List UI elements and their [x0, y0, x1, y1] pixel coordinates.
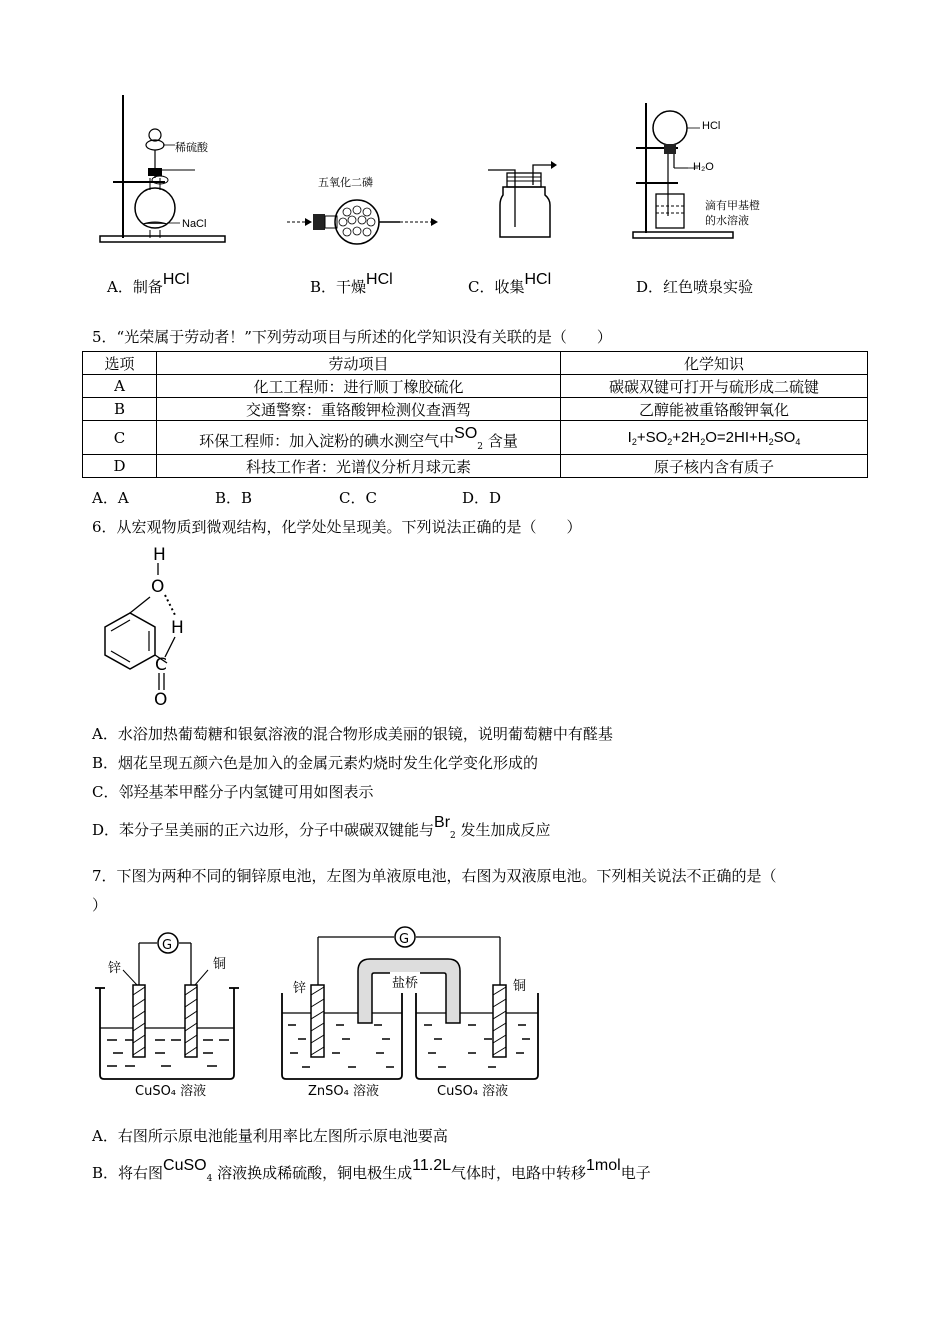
table-row: C 环保工程师：加入淀粉的碘水测空气中$SO_2$ 含量 $I_2+SO_2+2H_2O=2HI+H_2SO_4$	[83, 421, 868, 455]
q7-option-b[interactable]: B．将右图CuSO$_4$ 溶液换成稀硫酸，铜电极生成11.2L气体时，电路中转移1mol电子	[92, 1157, 651, 1184]
header-option: 选项	[83, 352, 157, 375]
q5-choice-b[interactable]: B．B	[215, 489, 253, 507]
q7-option-a[interactable]: A．右图所示原电池能量利用率比左图所示原电池要高	[92, 1127, 448, 1145]
apparatus-a-figure	[95, 90, 245, 250]
h2o-label: H₂O	[693, 161, 714, 173]
single-liquid-cell-figure	[95, 925, 245, 1100]
apparatus-b-figure	[285, 190, 445, 250]
o-top-atom: O	[151, 577, 165, 597]
equation-cell: $I_2+SO_2+2H_2O=2HI+H_2SO_4$	[561, 421, 868, 455]
galvanometer-left-label: G	[162, 938, 173, 953]
p2o5-label: 五氧化二磷	[318, 176, 373, 189]
q4-option-d[interactable]: D．红色喷泉实验	[636, 278, 754, 296]
salicylaldehyde-structure	[95, 545, 205, 710]
q4-option-a[interactable]: A．制备HCl	[107, 271, 190, 296]
table-row: A 化工工程师：进行顺丁橡胶硫化 碳碳双键可打开与硫形成二硫键	[83, 375, 868, 398]
apparatus-c-figure	[485, 155, 565, 245]
table-row: D 科技工作者：光谱仪分析月球元素 原子核内含有质子	[83, 455, 868, 478]
cuso4-left-label: CuSO₄ 溶液	[135, 1084, 207, 1099]
header-knowledge: 化学知识	[561, 352, 868, 375]
double-liquid-cell-figure	[278, 925, 548, 1100]
dilute-sulfuric-label: 稀硫酸	[175, 141, 208, 154]
q4-option-c[interactable]: C．收集HCl	[468, 271, 552, 296]
table-header-row	[83, 352, 868, 375]
q6-option-d[interactable]: D．苯分子呈美丽的正六边形，分子中碳碳双键能与$Br_2$ 发生加成反应	[92, 814, 551, 841]
zinc-right-label: 锌	[293, 981, 307, 996]
c-atom: C	[155, 655, 167, 675]
indicator-label-line2: 的水溶液	[705, 214, 749, 227]
nacl-label: NaCl	[182, 218, 207, 230]
copper-right-label: 铜	[513, 979, 527, 994]
znso4-label: ZnSO₄ 溶液	[308, 1084, 379, 1099]
q5-choice-c[interactable]: C．C	[339, 489, 377, 507]
q7-stem-line1: 7．下图为两种不同的铜锌原电池，左图为单液原电池，右图为双液原电池。下列相关说法不正确的是（	[92, 867, 777, 885]
q5-choice-d[interactable]: D．D	[462, 489, 502, 507]
indicator-label-line1: 滴有甲基橙	[705, 199, 760, 212]
zinc-left-label: 锌	[108, 961, 122, 976]
q5-choice-a[interactable]: A．A	[92, 489, 129, 507]
q6-option-c[interactable]: C．邻羟基苯甲醛分子内氢键可用如图表示	[92, 783, 374, 801]
o-bottom-atom: O	[154, 690, 168, 710]
q4-option-b[interactable]: B．干燥HCl	[310, 271, 393, 296]
hcl-label: HCl	[702, 120, 721, 132]
q6-option-b[interactable]: B．烟花呈现五颜六色是加入的金属元素灼烧时发生化学变化形成的	[92, 754, 539, 772]
salt-bridge-label: 盐桥	[390, 972, 420, 991]
table-row: B 交通警察：重铬酸钾检测仪查酒驾 乙醇能被重铬酸钾氧化	[83, 398, 868, 421]
header-project: 劳动项目	[157, 352, 561, 375]
galvanometer-right-label: G	[399, 932, 410, 947]
cuso4-right-label: CuSO₄ 溶液	[437, 1084, 509, 1099]
q6-stem: 6．从宏观物质到微观结构，化学处处呈现美。下列说法正确的是（ ）	[92, 518, 582, 536]
q6-option-a[interactable]: A．水浴加热葡萄糖和银氨溶液的混合物形成美丽的银镜，说明葡萄糖中有醛基	[92, 725, 613, 743]
h-top-atom: H	[153, 545, 166, 565]
q7-stem-line2: ）	[92, 896, 108, 914]
q5-table	[82, 351, 868, 478]
h-aldehyde-atom: H	[171, 618, 184, 638]
copper-left-label: 铜	[213, 957, 227, 972]
q5-stem: 5．“光荣属于劳动者！”下列劳动项目与所述的化学知识没有关联的是（ ）	[92, 328, 612, 346]
